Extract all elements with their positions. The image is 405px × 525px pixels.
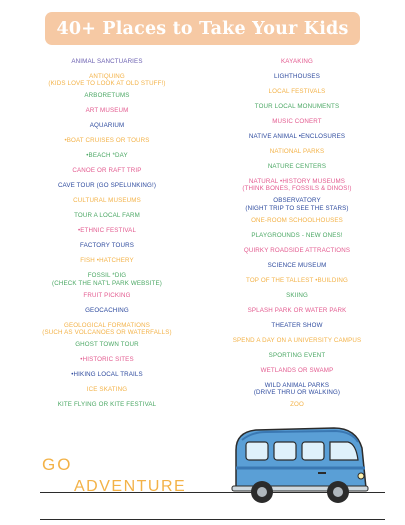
list-item: WILD ANIMAL PARKS (DRIVE THRU OR WALKING) xyxy=(253,381,341,397)
list-item: CAVE TOUR (GO SPELUNKING!) xyxy=(57,182,157,190)
list-item: ARBORETUMS xyxy=(84,92,130,100)
list-item: •HIKING LOCAL TRAILS xyxy=(71,371,143,379)
list-item: FRUIT PICKING xyxy=(83,291,131,299)
list-item: OBSERVATORY (NIGHT TRIP TO SEE THE STARS) xyxy=(245,197,349,212)
list-item: CULTURAL MUSEUMS xyxy=(73,197,141,205)
list-item: NATIVE ANIMAL •ENCLOSURES xyxy=(248,133,346,140)
camper-van-icon xyxy=(222,418,372,510)
list-item: SPEND A DAY ON A UNIVERSITY CAMPUS xyxy=(232,336,362,344)
list-item: •BEACH *DAY xyxy=(86,152,128,160)
list-item: NATIONAL PARKS xyxy=(269,148,325,155)
list-item: ICE SKATING xyxy=(86,386,128,394)
list-item: ZOO xyxy=(290,401,304,409)
list-item: •HISTORIC SITES xyxy=(80,356,134,364)
list-item: ANIMAL SANCTUARIES xyxy=(71,58,143,65)
list-item: •ETHNIC FESTIVAL xyxy=(77,227,137,235)
list-item: NATURE CENTERS xyxy=(267,163,327,170)
list-item: GEOCACHING xyxy=(85,306,129,314)
list-item: KITE FLYING OR KITE FESTIVAL xyxy=(57,401,157,409)
list-item: NATURAL •HISTORY MUSEUMS (THINK BONES, FOSSILS & DINOS!) xyxy=(242,178,352,193)
list-item: ART MUSEUM xyxy=(85,107,129,115)
list-item: SPORTING EVENT xyxy=(268,351,326,359)
list-item: SCIENCE MUSEUM xyxy=(267,261,327,269)
list-item: QUIRKY ROADSIDE ATTRACTIONS xyxy=(243,246,351,254)
list-item: LIGHTHOUSES xyxy=(273,73,320,80)
list-item: SKIING xyxy=(286,291,308,299)
list-item: FOSSIL *DIG (CHECK THE NAT'L PARK WEBSITE) xyxy=(52,272,162,287)
list-item: ANTIQUING (KIDS LOVE TO LOOK AT OLD STUFF!) xyxy=(48,73,166,88)
list-item: ONE-ROOM SCHOOLHOUSES xyxy=(251,216,343,224)
road-line-bottom xyxy=(40,519,385,520)
page-title: 40+ Places to Take Your Kids xyxy=(56,18,349,39)
list-item: KAYAKING xyxy=(281,58,313,65)
list-item: CANOE OR RAFT TRIP xyxy=(72,167,142,175)
list-item: FACTORY TOURS xyxy=(80,242,134,250)
adventure-label: ADVENTURE xyxy=(74,478,187,495)
list-item: WETLANDS OR SWAMP xyxy=(260,366,334,374)
list-item: TOUR LOCAL MONUMENTS xyxy=(254,103,340,110)
list-item: TOP OF THE TALLEST •BUILDING xyxy=(246,276,348,284)
list-item: TOUR A LOCAL FARM xyxy=(74,212,140,220)
list-item: GEOLOGICAL FORMATIONS (SUCH AS VOLCANOES OR WATERFALLS) xyxy=(42,321,172,337)
list-item: SPLASH PARK OR WATER PARK xyxy=(247,306,347,314)
title-banner xyxy=(45,12,360,45)
left-column xyxy=(18,58,196,416)
list-item: LOCAL FESTIVALS xyxy=(268,88,326,95)
list-item: AQUARIUM xyxy=(89,122,125,130)
list-item: THEATER SHOW xyxy=(271,321,323,329)
right-column xyxy=(208,58,386,416)
list-item: •BOAT CRUISES OR TOURS xyxy=(64,137,150,145)
list-item: MUSIC CONERT xyxy=(272,118,322,125)
list-item: FISH •HATCHERY xyxy=(80,257,134,265)
list-item: PLAYGROUNDS - NEW ONES! xyxy=(251,231,343,239)
go-label: GO xyxy=(42,455,73,474)
list-item: GHOST TOWN TOUR xyxy=(75,341,139,349)
